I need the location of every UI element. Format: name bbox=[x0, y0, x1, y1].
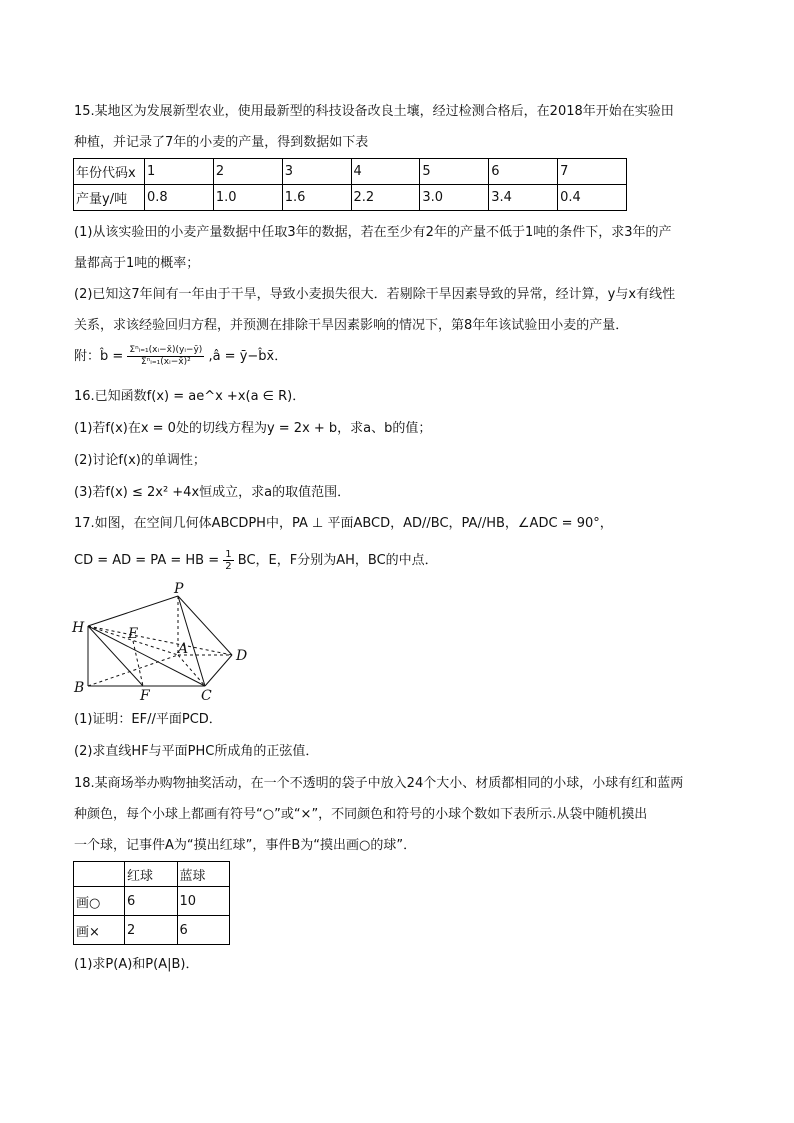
table-cell: 7 bbox=[558, 159, 627, 185]
table-header-cell bbox=[74, 862, 125, 887]
q18-stem-line2: 种颜色，每个小球上都画有符号“○”或“×”，不同颜色和符号的小球个数如下表所示.从袋中随机摸出 bbox=[74, 807, 648, 822]
edge-AC bbox=[178, 655, 205, 686]
table-cell: 1 bbox=[145, 159, 214, 185]
table-cell: 1.6 bbox=[282, 185, 351, 211]
regression-fraction bbox=[127, 345, 204, 368]
label-E: E bbox=[128, 626, 139, 642]
label-C: C bbox=[201, 688, 212, 704]
table-cell: 5 bbox=[420, 159, 489, 185]
table-cell: 画× bbox=[74, 916, 125, 945]
q16-stem: 16.已知函数f(x) = ae^x +x(a ∈ R)． bbox=[74, 389, 306, 404]
table-cell: 0.4 bbox=[558, 185, 627, 211]
table-cell: 1.0 bbox=[213, 185, 282, 211]
table-cell: 6 bbox=[125, 887, 178, 916]
geometry-figure bbox=[70, 582, 260, 706]
q15-part1-line2: 量都高于1吨的概率； bbox=[74, 256, 200, 271]
q17-part1: (1)证明：EF//平面PCD． bbox=[74, 712, 222, 727]
q16-part3: (3)若f(x) ≤ 2x² +4x恒成立，求a的取值范围． bbox=[74, 485, 351, 500]
table-cell: 4 bbox=[351, 159, 420, 185]
label-P: P bbox=[174, 582, 184, 597]
label-F: F bbox=[140, 688, 150, 704]
q15-stem-line2: 种植，并记录了7年的小麦的产量，得到数据如下表 bbox=[74, 135, 369, 150]
stem-equation: CD = AD = PA = HB = bbox=[74, 553, 220, 568]
table-row bbox=[74, 159, 627, 185]
q15-stem-line1: 15.某地区为发展新型农业，使用最新型的科技设备改良土壤，经过检测合格后，在2018年开始在实验田 bbox=[74, 104, 674, 119]
table-row bbox=[74, 185, 627, 211]
fraction-denominator: Σⁿᵢ₌₁(xᵢ−x̄)² bbox=[141, 357, 191, 367]
q18-stem-line1: 18.某商场举办购物抽奖活动，在一个不透明的袋子中放入24个大小、材质都相同的小球，小球有红和蓝两 bbox=[74, 776, 684, 791]
formula-suffix: ,â = ȳ−b̂x̄． bbox=[208, 349, 288, 364]
fraction-numerator: Σⁿᵢ₌₁(xᵢ−x̄)(yᵢ−ȳ) bbox=[129, 345, 203, 355]
label-D: D bbox=[236, 648, 248, 664]
table-cell: 6 bbox=[177, 916, 230, 945]
table-row bbox=[74, 887, 230, 916]
q15-part2-line2: 关系，求该经验回归方程，并预测在排除干旱因素影响的情况下，第8年年该试验田小麦的产量． bbox=[74, 318, 629, 333]
q15-appendix-formula bbox=[74, 344, 287, 370]
fraction-denominator: 2 bbox=[225, 561, 232, 572]
fraction-numerator: 1 bbox=[225, 549, 232, 560]
table-cell: 3.4 bbox=[489, 185, 558, 211]
table-header-row bbox=[74, 862, 230, 887]
edge-HD bbox=[88, 626, 232, 655]
table-header-cell: 红球 bbox=[125, 862, 178, 887]
table-cell: 产量y/吨 bbox=[74, 185, 145, 211]
label-H: H bbox=[72, 620, 85, 636]
label-B: B bbox=[74, 680, 85, 696]
q16-part2: (2)讨论f(x)的单调性； bbox=[74, 453, 206, 468]
table-cell: 3.0 bbox=[420, 185, 489, 211]
table-header-cell: 蓝球 bbox=[177, 862, 230, 887]
q16-part1: (1)若f(x)在x = 0处的切线方程为y = 2x + b，求a、b的值； bbox=[74, 421, 432, 436]
q17-stem-line2 bbox=[74, 548, 438, 574]
table-cell: 画○ bbox=[74, 887, 125, 916]
q15-part1-line1: (1)从该实验田的小麦产量数据中任取3年的数据，若在至少有2年的产量不低于1吨的条件下，求3年的产 bbox=[74, 225, 672, 240]
table-cell: 年份代码x bbox=[74, 159, 145, 185]
table-cell: 6 bbox=[489, 159, 558, 185]
q17-stem-line1: 17.如图，在空间几何体ABCDPH中，PA ⊥ 平面ABCD，AD//BC，PA//HB，∠ADC = 90°， bbox=[74, 516, 613, 531]
q18-ball-table bbox=[73, 861, 230, 945]
q18-stem-line3: 一个球，记事件A为“摸出红球”，事件B为“摸出画○的球”． bbox=[74, 838, 417, 853]
stem-equation-tail: BC，E，F分别为AH，BC的中点． bbox=[237, 553, 438, 568]
edge-HP bbox=[88, 596, 178, 626]
table-cell: 10 bbox=[177, 887, 230, 916]
q18-part1: (1)求P(A)和P(A|B)． bbox=[74, 957, 199, 972]
label-A: A bbox=[178, 641, 189, 657]
table-cell: 3 bbox=[282, 159, 351, 185]
q17-part2: (2)求直线HF与平面PHC所成角的正弦值． bbox=[74, 744, 319, 759]
table-cell: 2 bbox=[213, 159, 282, 185]
edge-BA bbox=[88, 655, 178, 686]
q15-part2-line1: (2)已知这7年间有一年由于干旱，导致小麦损失很大．若剔除干旱因素导致的异常，经计算，y与x有线性 bbox=[74, 287, 676, 302]
half-fraction bbox=[223, 549, 233, 572]
edge-CD bbox=[205, 655, 232, 686]
table-row bbox=[74, 916, 230, 945]
table-cell: 2 bbox=[125, 916, 178, 945]
formula-prefix: 附：b̂ = bbox=[74, 349, 124, 364]
q15-data-table bbox=[73, 158, 627, 211]
edge-EF bbox=[133, 641, 143, 686]
table-cell: 2.2 bbox=[351, 185, 420, 211]
table-cell: 0.8 bbox=[145, 185, 214, 211]
